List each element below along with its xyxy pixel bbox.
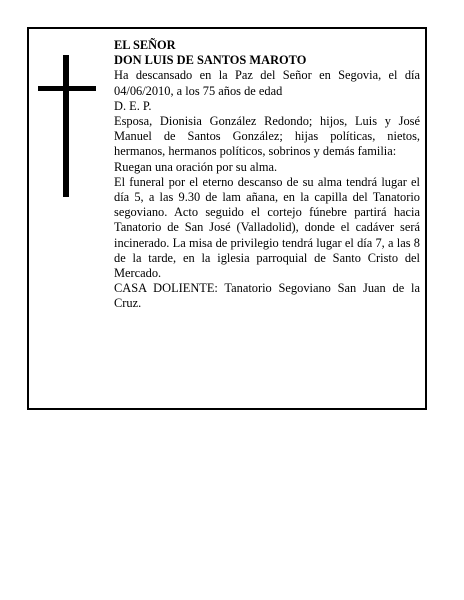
heading-title: EL SEÑOR bbox=[114, 38, 176, 52]
cross-horizontal-bar bbox=[38, 86, 96, 91]
cross-vertical-bar bbox=[63, 55, 69, 197]
deceased-name: DON LUIS DE SANTOS MAROTO bbox=[114, 53, 307, 68]
mourning-house: CASA DOLIENTE: Tanatorio Segoviano San Juan de la Cruz. bbox=[114, 281, 420, 311]
family-list: Esposa, Dionisia González Redondo; hijos, Luis y José Manuel de Santos González; hijas políticas, nietos, hermanos, hermanos políticos, sobrinos y demás familia: bbox=[114, 114, 420, 159]
prayer-request: Ruegan una oración por su alma. bbox=[114, 159, 278, 174]
obituary-text bbox=[114, 38, 420, 312]
funeral-details: El funeral por el eterno descanso de su alma tendrá lugar el día 5, a las 9.30 de lam añana, en la capilla del Tanatorio segoviano. Acto seguido el cortejo fúnebre partirá hacia Tanatorio de San José (Valladolid), donde el cadáver será incinerado. La misa de privilegio tendrá lugar el día 7, a las 8 de la tarde, en la iglesia parroquial de Santo Cristo del Mercado. bbox=[114, 174, 420, 281]
rip-abbreviation: D. E. P. bbox=[114, 98, 152, 113]
passing-statement: Ha descansado en la Paz del Señor en Segovia, el día 04/06/2010, a los 75 años de edad bbox=[114, 68, 420, 98]
